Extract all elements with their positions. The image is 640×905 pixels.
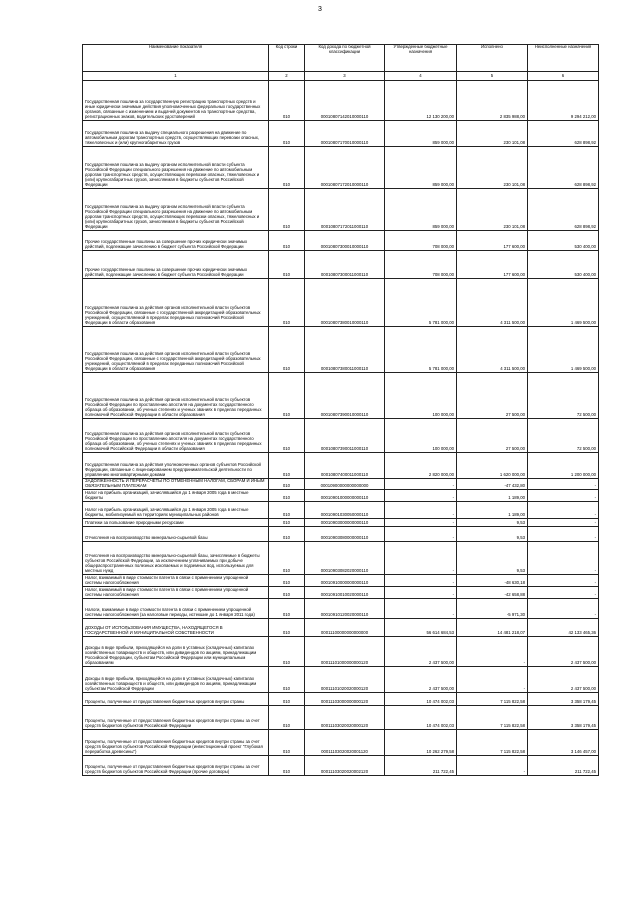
revenue-code-cell: 00010903000000000110 xyxy=(305,518,385,526)
executed-amount-cell: -5 971,30 xyxy=(457,598,528,618)
executed-amount-cell: 9,53 xyxy=(457,526,528,541)
indicator-name-cell: Доходы в виде прибыли, приходящейся на доли в уставных (складочных) капиталах хозяйственных товариществ и обществ, или дивидендов по акциям, принадлежащим Российской Федерации, субъектам Российской Федерации или муниципальным образованиям xyxy=(83,636,269,666)
indicator-name-cell: Проценты, полученные от предоставления бюджетных кредитов внутри страны за счет средств бюджетов субъектов Российской Федерации (прочие договоры) xyxy=(83,755,269,775)
approved-amount-cell: 2 820 000,00 xyxy=(385,453,457,479)
indicator-name-cell: Налог, взимаемый в виде стоимости патента в связи с применением упрощенной системы налогообложения xyxy=(83,586,269,598)
indicator-name-cell: Доходы в виде прибыли, приходящейся на доли в уставных (складочных) капиталах хозяйственных товариществ и обществ, или дивидендов по акциям, принадлежащим субъектам Российской Федерации xyxy=(83,666,269,692)
remaining-amount-cell: - xyxy=(528,586,599,598)
remaining-amount-cell: 1 469 500,00 xyxy=(528,279,599,327)
table-row xyxy=(83,501,599,518)
line-code-cell: 010 xyxy=(269,121,305,147)
executed-amount-cell: 4 311 500,00 xyxy=(457,327,528,373)
remaining-amount-cell: - xyxy=(528,479,599,490)
table-row xyxy=(83,279,599,327)
remaining-amount-cell: - xyxy=(528,574,599,586)
indicator-name-cell: Государственная пошлина за выдачу органом исполнительной власти субъекта Российской Федерации специального разрешения на движение по автомобильным дорогам транспортных средств, осуществляющих перевозки опасных, тяжеловесных и (или) крупногабаритных грузов, зачисляемая в бюджеты субъектов Российской Федерации xyxy=(83,147,269,189)
approved-amount-cell: 2 437 500,00 xyxy=(385,636,457,666)
approved-amount-cell: 2 437 500,00 xyxy=(385,666,457,692)
approved-amount-cell: 100 000,00 xyxy=(385,419,457,453)
approved-amount-cell: 5 781 000,00 xyxy=(385,279,457,327)
line-code-cell: 010 xyxy=(269,453,305,479)
line-code-cell: 010 xyxy=(269,729,305,755)
executed-amount-cell: 27 500,00 xyxy=(457,419,528,453)
table-row xyxy=(83,231,599,251)
column-number-row xyxy=(83,72,599,81)
executed-amount-cell: -48 630,18 xyxy=(457,574,528,586)
approved-amount-cell: 10 474 002,03 xyxy=(385,692,457,705)
table-row xyxy=(83,147,599,189)
remaining-amount-cell: 3 358 179,45 xyxy=(528,705,599,729)
remaining-amount-cell: 211 722,45 xyxy=(528,755,599,775)
executed-amount-cell: - xyxy=(457,636,528,666)
approved-amount-cell: - xyxy=(385,541,457,574)
revenue-code-cell: 00010807380010000110 xyxy=(305,279,385,327)
table-row xyxy=(83,479,599,490)
indicator-name-cell: Государственная пошлина за действия органов исполнительной власти субъектов Российской Федерации, связанные с государственной аккредитацией образовательных учреждений, осуществляемой в пределах переданных полномочий Российской Федерации в области образования xyxy=(83,279,269,327)
line-code-cell: 010 xyxy=(269,705,305,729)
executed-amount-cell: -47 432,80 xyxy=(457,479,528,490)
revenue-code-cell: 00010903080000000110 xyxy=(305,526,385,541)
line-code-cell: 010 xyxy=(269,574,305,586)
executed-amount-cell: 27 500,00 xyxy=(457,373,528,419)
remaining-amount-cell: 2 437 500,00 xyxy=(528,636,599,666)
line-code-cell: 010 xyxy=(269,279,305,327)
indicator-name-cell: ЗАДОЛЖЕННОСТЬ И ПЕРЕРАСЧЕТЫ ПО ОТМЕНЕННЫМ НАЛОГАМ, СБОРАМ И ИНЫМ ОБЯЗАТЕЛЬНЫМ ПЛАТЕЖАМ xyxy=(83,479,269,490)
table-row xyxy=(83,81,599,121)
column-number: 6 xyxy=(528,72,599,81)
executed-amount-cell: 177 600,00 xyxy=(457,231,528,251)
remaining-amount-cell: - xyxy=(528,598,599,618)
approved-amount-cell: 10 474 002,03 xyxy=(385,705,457,729)
remaining-amount-cell: 1 469 500,00 xyxy=(528,327,599,373)
revenue-code-cell: 00010807390010000110 xyxy=(305,373,385,419)
executed-amount-cell: 1 620 000,00 xyxy=(457,453,528,479)
column-number: 5 xyxy=(457,72,528,81)
executed-amount-cell: 1 189,00 xyxy=(457,501,528,518)
approved-amount-cell: 211 722,45 xyxy=(385,755,457,775)
executed-amount-cell: 7 115 822,58 xyxy=(457,729,528,755)
approved-amount-cell: - xyxy=(385,518,457,526)
remaining-amount-cell: 628 898,92 xyxy=(528,189,599,231)
approved-amount-cell: 859 000,00 xyxy=(385,189,457,231)
column-number: 4 xyxy=(385,72,457,81)
remaining-amount-cell: - xyxy=(528,518,599,526)
executed-amount-cell: - xyxy=(457,755,528,775)
table-row xyxy=(83,586,599,598)
header-approved: Утвержденные бюджетные назначения xyxy=(385,45,457,72)
line-code-cell: 010 xyxy=(269,586,305,598)
table-row xyxy=(83,251,599,279)
remaining-amount-cell: - xyxy=(528,541,599,574)
page-number: 3 xyxy=(318,6,322,13)
approved-amount-cell: 100 000,00 xyxy=(385,373,457,419)
table-row xyxy=(83,489,599,501)
executed-amount-cell: 230 101,08 xyxy=(457,121,528,147)
revenue-code-cell: 00010901030050000110 xyxy=(305,501,385,518)
header-remaining: Неисполненные назначения xyxy=(528,45,599,72)
line-code-cell: 010 xyxy=(269,518,305,526)
line-code-cell: 010 xyxy=(269,479,305,490)
indicator-name-cell: Налоги, взимаемые в виде стоимости патента в связи с применением упрощенной системы налогообложения (за налоговые периоды, истекшие до 1 января 2011 года) xyxy=(83,598,269,618)
remaining-amount-cell: 628 898,92 xyxy=(528,147,599,189)
line-code-cell: 010 xyxy=(269,81,305,121)
table-row xyxy=(83,526,599,541)
indicator-name-cell: Проценты, полученные от предоставления бюджетных кредитов внутри страны за счет средств бюджетов субъектов Российской Федерации xyxy=(83,705,269,729)
indicator-name-cell: Прочие государственные пошлины за совершение прочих юридически значимых действий, подлежащие зачислению в бюджет субъекта Российской Федерации xyxy=(83,231,269,251)
remaining-amount-cell: 3 146 457,00 xyxy=(528,729,599,755)
executed-amount-cell: 177 600,00 xyxy=(457,251,528,279)
indicator-name-cell: ДОХОДЫ ОТ ИСПОЛЬЗОВАНИЯ ИМУЩЕСТВА, НАХОДЯЩЕГОСЯ В ГОСУДАРСТВЕННОЙ И МУНИЦИПАЛЬНОЙ СОБСТВЕННОСТИ xyxy=(83,618,269,636)
revenue-code-cell: 00011101020020000120 xyxy=(305,666,385,692)
remaining-amount-cell: 1 200 000,00 xyxy=(528,453,599,479)
table-body xyxy=(83,81,599,776)
remaining-amount-cell: 628 898,92 xyxy=(528,121,599,147)
executed-amount-cell: -42 658,88 xyxy=(457,586,528,598)
approved-amount-cell: 10 262 279,58 xyxy=(385,729,457,755)
remaining-amount-cell: 3 358 179,45 xyxy=(528,692,599,705)
revenue-code-cell: 00010807172010000110 xyxy=(305,147,385,189)
line-code-cell: 010 xyxy=(269,666,305,692)
revenue-code-cell: 00010807172011000110 xyxy=(305,189,385,231)
table-row xyxy=(83,618,599,636)
line-code-cell: 010 xyxy=(269,489,305,501)
remaining-amount-cell: 530 400,00 xyxy=(528,251,599,279)
revenue-code-cell: 00010807300011000110 xyxy=(305,251,385,279)
column-number: 1 xyxy=(83,72,269,81)
line-code-cell: 010 xyxy=(269,327,305,373)
indicator-name-cell: Государственная пошлина за действия органов исполнительной власти субъектов Российской Федерации по проставлению апостиля на документах государственного образца об образовании, об ученых степенях и ученых званиях в пределах переданных полномочий Российской Федерации в области образования xyxy=(83,373,269,419)
remaining-amount-cell: 72 500,00 xyxy=(528,373,599,419)
line-code-cell: 010 xyxy=(269,636,305,666)
table-row xyxy=(83,666,599,692)
header-revenue-code: Код дохода по бюджетной классификации xyxy=(305,45,385,72)
indicator-name-cell: Платежи за пользование природными ресурсами xyxy=(83,518,269,526)
indicator-name-cell: Отчисления на воспроизводство минерально-сырьевой базы xyxy=(83,526,269,541)
line-code-cell: 010 xyxy=(269,373,305,419)
revenue-code-cell: 00010807390011000110 xyxy=(305,419,385,453)
revenue-table xyxy=(82,44,599,776)
table-row xyxy=(83,729,599,755)
indicator-name-cell: Прочие государственные пошлины за совершение прочих юридически значимых действий, подлежащие зачислению в бюджет субъекта Российской Федерации xyxy=(83,251,269,279)
remaining-amount-cell: 42 133 465,36 xyxy=(528,618,599,636)
revenue-code-cell: 00010807170010000110 xyxy=(305,121,385,147)
line-code-cell: 010 xyxy=(269,755,305,775)
approved-amount-cell: - xyxy=(385,526,457,541)
indicator-name-cell: Государственная пошлина за выдачу органом исполнительной власти субъекта Российской Федерации специального разрешения на движение по автомобильным дорогам транспортных средств, осуществляющих перевозки опасных, тяжеловесных и (или) крупногабаритных грузов, зачисляемая в бюджеты субъектов Российской Федерации xyxy=(83,189,269,231)
executed-amount-cell: 2 835 988,00 xyxy=(457,81,528,121)
revenue-code-cell: 00010807300010000110 xyxy=(305,231,385,251)
executed-amount-cell: 9,53 xyxy=(457,541,528,574)
revenue-code-cell: 00010910010020000110 xyxy=(305,586,385,598)
table-row xyxy=(83,755,599,775)
indicator-name-cell: Налог на прибыль организаций, зачислявшийся до 1 января 2005 года в местные бюджеты, мобилизуемый на территориях муниципальных районов xyxy=(83,501,269,518)
executed-amount-cell: 1 189,00 xyxy=(457,489,528,501)
line-code-cell: 010 xyxy=(269,598,305,618)
line-code-cell: 010 xyxy=(269,692,305,705)
indicator-name-cell: Государственная пошлина за действия органов исполнительной власти субъектов Российской Федерации, связанные с государственной аккредитацией образовательных учреждений, осуществляемой в пределах переданных полномочий Российской Федерации в области образования xyxy=(83,327,269,373)
indicator-name-cell: Государственная пошлина за государственную регистрацию транспортных средств и иные юридически значимые действия уполномоченных федеральных государственных органов, связанные с изменением и выдачей документов на транспортные средства, регистрационных знаков, водительских удостоверений xyxy=(83,81,269,121)
executed-amount-cell: 230 101,08 xyxy=(457,147,528,189)
revenue-code-cell: 00010910120020000110 xyxy=(305,598,385,618)
indicator-name-cell: Проценты, полученные от предоставления бюджетных кредитов внутри страны xyxy=(83,692,269,705)
column-number: 2 xyxy=(269,72,305,81)
executed-amount-cell: 4 311 500,00 xyxy=(457,279,528,327)
table-row xyxy=(83,636,599,666)
indicator-name-cell: Отчисления на воспроизводство минерально-сырьевой базы, зачисляемые в бюджеты субъектов Российской Федерации, за исключением уплачиваемых при добыче общераспространенных полезных ископаемых и подземных вод, используемых для местных нужд xyxy=(83,541,269,574)
line-code-cell: 010 xyxy=(269,147,305,189)
approved-amount-cell: 5 781 000,00 xyxy=(385,327,457,373)
table-row xyxy=(83,692,599,705)
indicator-name-cell: Налог, взимаемый в виде стоимости патента в связи с применением упрощенной системы налогообложения xyxy=(83,574,269,586)
executed-amount-cell: 7 115 822,58 xyxy=(457,705,528,729)
approved-amount-cell: - xyxy=(385,479,457,490)
remaining-amount-cell: - xyxy=(528,489,599,501)
revenue-code-cell: 00010910000000000110 xyxy=(305,574,385,586)
line-code-cell: 010 xyxy=(269,189,305,231)
revenue-code-cell: 00010901000000000110 xyxy=(305,489,385,501)
revenue-code-cell: 00011100000000000000 xyxy=(305,618,385,636)
approved-amount-cell: 708 000,00 xyxy=(385,251,457,279)
indicator-name-cell: Государственная пошлина за действия уполномоченных органов субъектов Российской Федерации, связанные с лицензированием предпринимательской деятельности по управлению многоквартирными домами xyxy=(83,453,269,479)
table-row xyxy=(83,327,599,373)
executed-amount-cell: 7 115 822,58 xyxy=(457,692,528,705)
line-code-cell: 010 xyxy=(269,419,305,453)
approved-amount-cell: 708 000,00 xyxy=(385,231,457,251)
approved-amount-cell: 859 000,00 xyxy=(385,147,457,189)
line-code-cell: 010 xyxy=(269,231,305,251)
indicator-name-cell: Государственная пошлина за действия органов исполнительной власти субъектов Российской Федерации по проставлению апостиля на документах государственного образца об образовании, об ученых степенях и ученых званиях в пределах переданных полномочий Российской Федерации в области образования xyxy=(83,419,269,453)
approved-amount-cell: - xyxy=(385,489,457,501)
line-code-cell: 010 xyxy=(269,618,305,636)
table-row xyxy=(83,373,599,419)
table-row xyxy=(83,518,599,526)
header-row xyxy=(83,45,599,72)
line-code-cell: 010 xyxy=(269,501,305,518)
remaining-amount-cell: - xyxy=(528,501,599,518)
table-row xyxy=(83,189,599,231)
indicator-name-cell: Налог на прибыль организаций, зачислявшийся до 1 января 2005 года в местные бюджеты xyxy=(83,489,269,501)
remaining-amount-cell: 2 437 500,00 xyxy=(528,666,599,692)
revenue-code-cell: 00011103000000000120 xyxy=(305,692,385,705)
approved-amount-cell: 56 614 684,53 xyxy=(385,618,457,636)
table-row xyxy=(83,453,599,479)
header-executed: Исполнено xyxy=(457,45,528,72)
revenue-code-cell: 00010903082020000110 xyxy=(305,541,385,574)
header-indicator-name: Наименование показателя xyxy=(83,45,269,72)
revenue-code-cell: 00010807142010000110 xyxy=(305,81,385,121)
revenue-code-cell: 00011103020020000120 xyxy=(305,705,385,729)
table-row xyxy=(83,541,599,574)
table-row xyxy=(83,705,599,729)
revenue-code-cell: 00010807380011000110 xyxy=(305,327,385,373)
remaining-amount-cell: 9 294 212,00 xyxy=(528,81,599,121)
revenue-code-cell: 00011103020020001120 xyxy=(305,729,385,755)
executed-amount-cell: - xyxy=(457,666,528,692)
approved-amount-cell: - xyxy=(385,501,457,518)
column-number: 3 xyxy=(305,72,385,81)
executed-amount-cell: 14 481 218,07 xyxy=(457,618,528,636)
line-code-cell: 010 xyxy=(269,541,305,574)
revenue-code-cell: 00011101000000000120 xyxy=(305,636,385,666)
approved-amount-cell: - xyxy=(385,574,457,586)
table-row xyxy=(83,598,599,618)
line-code-cell: 010 xyxy=(269,526,305,541)
remaining-amount-cell: 72 500,00 xyxy=(528,419,599,453)
executed-amount-cell: 230 101,08 xyxy=(457,189,528,231)
line-code-cell: 010 xyxy=(269,251,305,279)
remaining-amount-cell: - xyxy=(528,526,599,541)
revenue-code-cell: 00010807400011000110 xyxy=(305,453,385,479)
approved-amount-cell: 12 130 200,00 xyxy=(385,81,457,121)
table-row xyxy=(83,419,599,453)
approved-amount-cell: 859 000,00 xyxy=(385,121,457,147)
revenue-code-cell: 00010900000000000000 xyxy=(305,479,385,490)
executed-amount-cell: 9,53 xyxy=(457,518,528,526)
indicator-name-cell: Проценты, полученные от предоставления бюджетных кредитов внутри страны за счет средств бюджетов субъектов Российской Федерации (инвестиционный проект "Глубокая переработка древесины") xyxy=(83,729,269,755)
indicator-name-cell: Государственная пошлина за выдачу специального разрешения на движение по автомобильным дорогам транспортных средств, осуществляющих перевозки опасных, тяжеловесных и (или) крупногабаритных грузов xyxy=(83,121,269,147)
header-line-code: Код строки xyxy=(269,45,305,72)
remaining-amount-cell: 530 400,00 xyxy=(528,231,599,251)
approved-amount-cell: - xyxy=(385,586,457,598)
approved-amount-cell: - xyxy=(385,598,457,618)
revenue-code-cell: 00011103020020002120 xyxy=(305,755,385,775)
table-row xyxy=(83,121,599,147)
table-row xyxy=(83,574,599,586)
